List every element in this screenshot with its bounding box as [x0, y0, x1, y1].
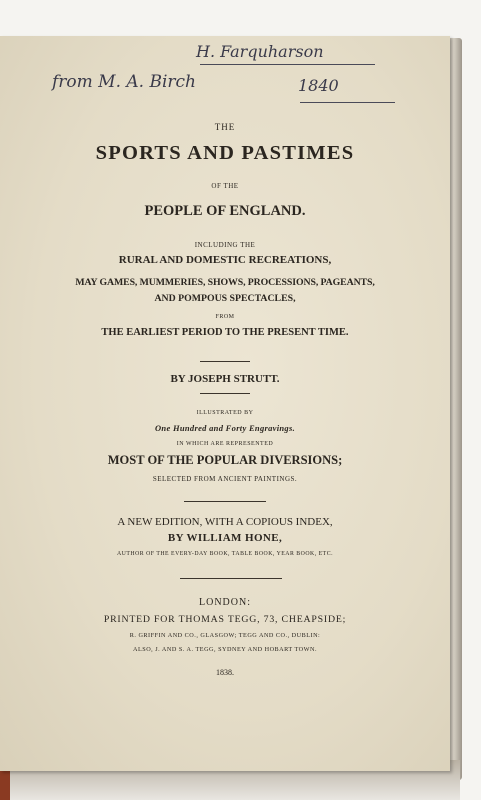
imprint-griffin: R. GRIFFIN AND CO., GLASGOW; TEGG AND CO., DUBLIN: — [129, 632, 321, 639]
engravings: One Hundred and Forty Engravings. — [154, 423, 296, 433]
imprint-year: 1838. — [216, 668, 234, 677]
selected-from: SELECTED FROM ANCIENT PAINTINGS. — [152, 475, 298, 483]
imprint-printer: PRINTED FOR THOMAS TEGG, 73, CHEAPSIDE; — [103, 614, 347, 625]
title-may-games: MAY GAMES, MUMMERIES, SHOWS, PROCESSIONS, PAGEANTS, — [75, 277, 375, 288]
title-period: THE EARLIEST PERIOD TO THE PRESENT TIME. — [101, 327, 349, 338]
main-title: SPORTS AND PASTIMES — [95, 142, 355, 164]
inscription-signature: H. Farquharson — [196, 42, 324, 61]
book-fore-edge — [448, 38, 462, 780]
title-pompous: AND POMPOUS SPECTACLES, — [154, 293, 296, 304]
signature-underline — [200, 64, 375, 65]
title-the: THE — [214, 122, 236, 132]
divider-rule — [200, 393, 250, 394]
popular-diversions: MOST OF THE POPULAR DIVERSIONS; — [107, 453, 343, 467]
title-rural: RURAL AND DOMESTIC RECREATIONS, — [118, 254, 332, 266]
title-including: INCLUDING THE — [194, 241, 256, 249]
illustrated-by: ILLUSTRATED BY — [196, 410, 254, 416]
imprint-city: LONDON: — [199, 597, 251, 608]
year-underline — [300, 102, 395, 103]
imprint-also: ALSO, J. AND S. A. TEGG, SYDNEY AND HOBART TOWN. — [133, 646, 317, 653]
editor-works: AUTHOR OF THE EVERY-DAY BOOK, TABLE BOOK, YEAR BOOK, ETC. — [116, 551, 334, 557]
divider-rule — [200, 361, 250, 362]
title-people: PEOPLE OF ENGLAND. — [144, 203, 306, 219]
divider-rule — [184, 501, 266, 502]
in-which: IN WHICH ARE REPRESENTED — [176, 441, 274, 447]
title-page — [0, 36, 450, 771]
divider-rule — [180, 578, 282, 579]
title-of-the: OF THE — [211, 182, 239, 190]
inscription-from: from M. A. Birch — [52, 72, 197, 92]
inscription-year: 1840 — [298, 76, 339, 95]
author: BY JOSEPH STRUTT. — [170, 373, 280, 385]
title-from: FROM — [215, 314, 235, 320]
editor: BY WILLIAM HONE, — [167, 532, 283, 544]
new-edition: A NEW EDITION, WITH A COPIOUS INDEX, — [117, 516, 333, 528]
